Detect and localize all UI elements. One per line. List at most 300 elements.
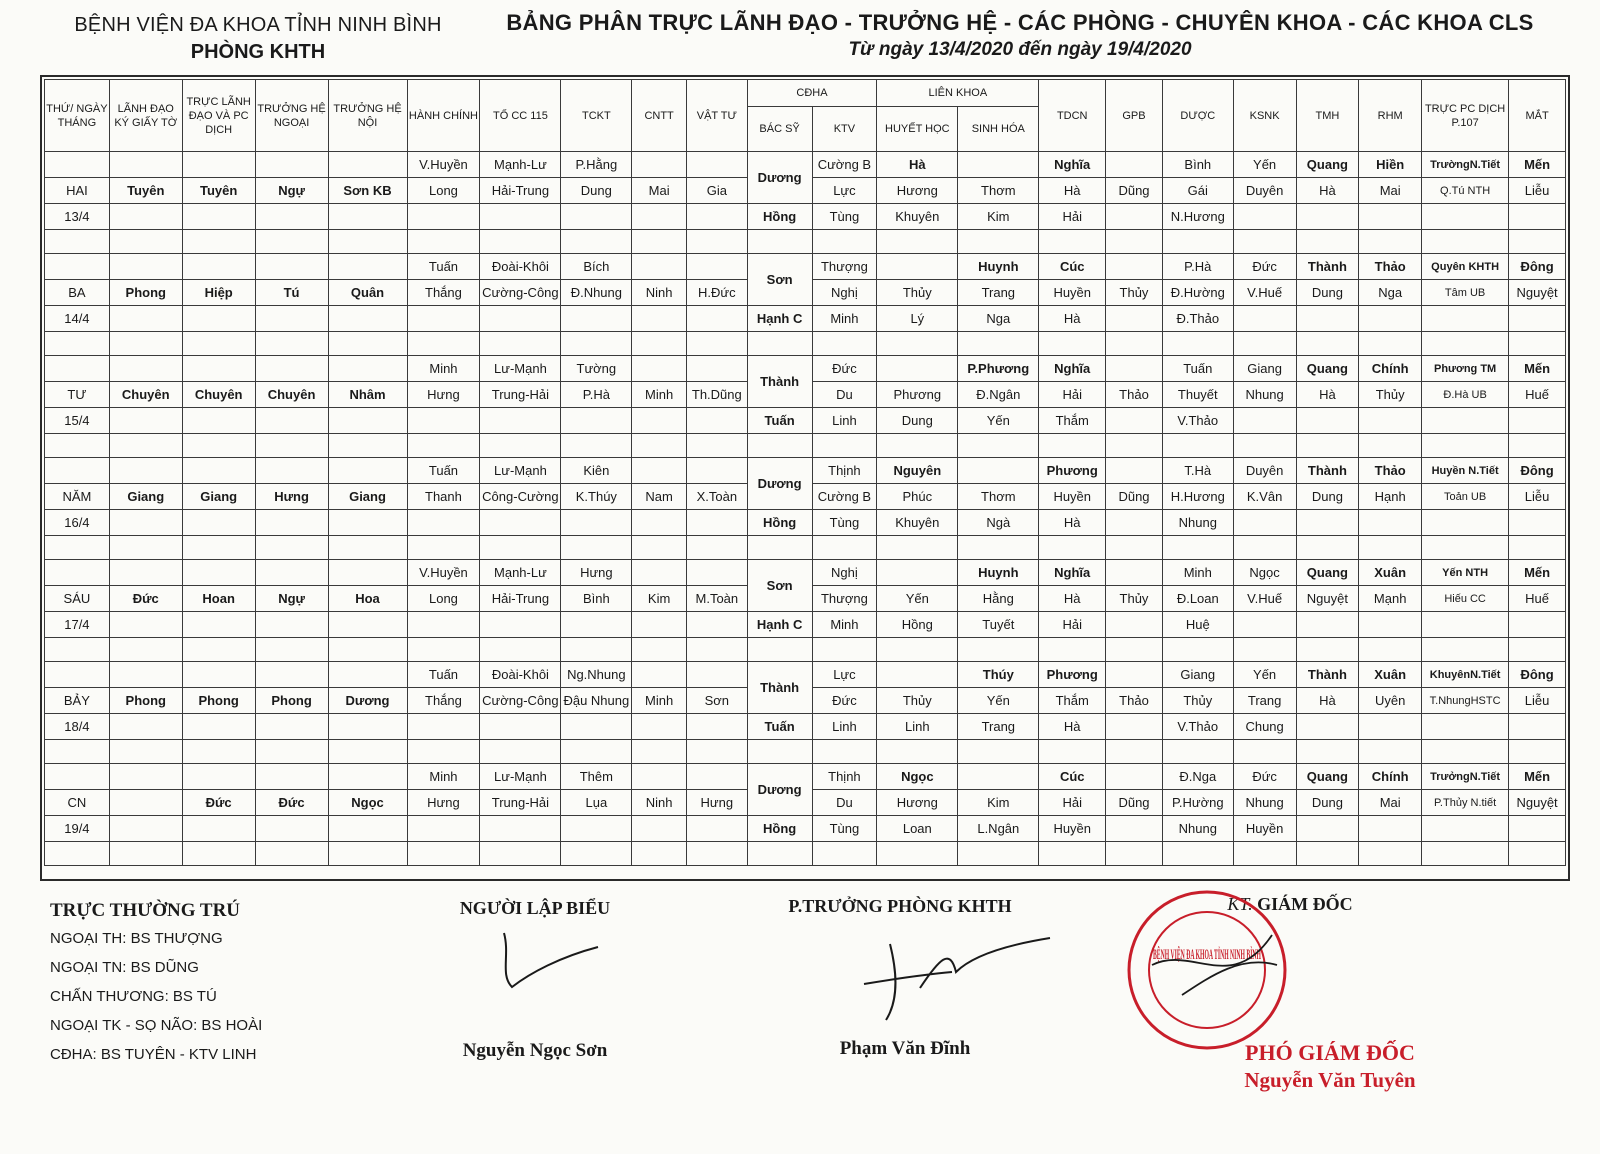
surgery-cell: Hưng [255,484,328,510]
cntt-cell [632,764,687,790]
admin-cell: Tuấn [407,254,480,280]
cntt-cell: Minh [632,688,687,714]
spacer-cell [1039,638,1106,662]
day-date: 17/4 [45,612,110,638]
ksnk-cell [1233,306,1296,332]
gpb-cell [1106,764,1163,790]
blood-cell: Nguyên [877,458,958,484]
supplies-cell: Hưng [686,790,747,816]
pharmacy-cell: Nhung [1162,816,1233,842]
pc-cell: Yến NTH [1422,560,1509,586]
pc-cell: KhuyênN.Tiết [1422,662,1509,688]
spacer-cell [1509,536,1566,560]
tckt-cell [561,306,632,332]
cc115-cell: Đoài-Khôi [480,254,561,280]
spacer-cell [812,740,877,764]
deputy-name: Phạm Văn Đĩnh [839,1038,971,1059]
eye-cell: Liễu [1509,178,1566,204]
spacer-cell [1106,740,1163,764]
spacer-cell [328,740,407,764]
spacer-cell [1359,842,1422,866]
cntt-cell [632,612,687,638]
internal-cell [328,816,407,842]
tckt-cell [561,408,632,434]
department-name: PHÒNG KHTH [190,41,326,63]
bio-cell: Trang [958,280,1039,306]
ksnk-cell [1233,612,1296,638]
spacer-cell [1509,332,1566,356]
sign-cell [109,764,182,790]
day-date: 19/4 [45,816,110,842]
admin-cell [407,408,480,434]
pharmacy-cell: Thủy [1162,688,1233,714]
tmh-cell: Thành [1296,254,1359,280]
spacer-cell [1422,842,1509,866]
surgery-cell [255,408,328,434]
resident-title: TRỰC THƯỜNG TRÚ [50,900,241,921]
preparer-signature [490,925,610,995]
spacer-cell [407,434,480,458]
col-pc: TRỰC PC DỊCH P.107 [1422,80,1509,152]
supplies-cell: Gia [686,178,747,204]
tmh-cell: Thành [1296,662,1359,688]
gpb-cell [1106,204,1163,230]
pc-cell: Q.Tú NTH [1422,178,1509,204]
spacer-cell [109,740,182,764]
supplies-cell [686,254,747,280]
eye-cell [1509,510,1566,536]
tckt-cell: Đậu Nhung [561,688,632,714]
table-row [45,842,1566,866]
cntt-cell [632,510,687,536]
tmh-cell: Nguyệt [1296,586,1359,612]
leader-cell: Chuyên [182,382,255,408]
tmh-cell: Quang [1296,560,1359,586]
spacer-cell [632,638,687,662]
pc-cell [1422,306,1509,332]
tdcn-cell: Hải [1039,790,1106,816]
pc-cell: T.NhungHSTC [1422,688,1509,714]
pc-cell [1422,510,1509,536]
spacer-cell [1039,230,1106,254]
bio-cell [958,764,1039,790]
gpb-cell [1106,254,1163,280]
preparer-block [430,898,640,919]
blood-cell [877,356,958,382]
cntt-cell [632,356,687,382]
deputy-signature [860,928,1060,1028]
day-cell [45,662,110,688]
surgery-cell: Chuyên [255,382,328,408]
spacer-cell [255,740,328,764]
bio-cell: Trang [958,714,1039,740]
gpb-cell: Thảo [1106,382,1163,408]
deputy-role: P.TRƯỞNG PHÒNG KHTH [788,896,1012,916]
spacer-cell [255,332,328,356]
supplies-cell [686,458,747,484]
cc115-cell: Trung-Hải [480,790,561,816]
document-subtitle: Từ ngày 13/4/2020 đến ngày 19/4/2020 [848,39,1192,60]
rhm-cell: Mai [1359,790,1422,816]
sign-cell [109,356,182,382]
eye-cell: Nguyệt [1509,790,1566,816]
bio-cell [958,152,1039,178]
rhm-cell: Chính [1359,356,1422,382]
cc115-cell: Lư-Mạnh [480,356,561,382]
ksnk-cell: Duyên [1233,178,1296,204]
rhm-cell: Mạnh [1359,586,1422,612]
tckt-cell: K.Thúy [561,484,632,510]
day-cell [45,764,110,790]
rhm-cell [1359,816,1422,842]
tdcn-cell: Hải [1039,204,1106,230]
supplies-cell [686,204,747,230]
cc115-cell [480,204,561,230]
preparer-name: Nguyễn Ngọc Sơn [462,1040,608,1061]
eye-cell: Huế [1509,382,1566,408]
table-row [45,740,1566,764]
spacer-cell [1296,842,1359,866]
tdcn-cell: Phương [1039,458,1106,484]
tckt-cell [561,204,632,230]
hospital-header [68,14,448,64]
eye-cell [1509,816,1566,842]
spacer-cell [1296,434,1359,458]
table-row [45,254,1566,280]
spacer-cell [632,536,687,560]
surgery-cell [255,816,328,842]
sign-cell: Chuyên [109,382,182,408]
cc115-cell [480,306,561,332]
spacer-cell [1106,536,1163,560]
leader-cell: Đức [182,790,255,816]
surgery-cell [255,306,328,332]
spacer-cell [480,536,561,560]
spacer-cell [1233,230,1296,254]
bio-cell: Ngà [958,510,1039,536]
internal-cell: Sơn KB [328,178,407,204]
spacer-cell [328,842,407,866]
col-rhm: RHM [1359,80,1422,152]
spacer-cell [877,332,958,356]
spacer-cell [812,230,877,254]
gpb-cell: Dũng [1106,178,1163,204]
preparer-role: NGƯỜI LẬP BIỂU [459,898,611,918]
tmh-cell: Dung [1296,790,1359,816]
cntt-cell [632,816,687,842]
table-row [45,714,1566,740]
spacer-cell [632,740,687,764]
resident-line: NGOẠI TH: BS THƯỢNG [50,930,223,947]
supplies-cell [686,662,747,688]
cc115-cell [480,408,561,434]
spacer-cell [1422,638,1509,662]
spacer-cell [1106,842,1163,866]
spacer-cell [1509,434,1566,458]
gpb-cell [1106,356,1163,382]
spacer-cell [182,332,255,356]
resident-line: CHẤN THƯƠNG: BS TÚ [50,988,217,1005]
tdcn-cell: Hải [1039,612,1106,638]
spacer-cell [1359,536,1422,560]
spacer-cell [1359,332,1422,356]
ksnk-cell: V.Huế [1233,586,1296,612]
pc-cell [1422,714,1509,740]
ksnk-cell: Nhung [1233,382,1296,408]
pc-cell: Tâm UB [1422,280,1509,306]
supplies-cell: H.Đức [686,280,747,306]
sign-cell [109,714,182,740]
spacer-cell [686,434,747,458]
blood-cell [877,662,958,688]
cdha-doctor-cell: Sơn [747,254,812,306]
eye-cell: Mến [1509,356,1566,382]
spacer-cell [480,332,561,356]
table-row [45,662,1566,688]
blood-cell: Hồng [877,612,958,638]
cntt-cell [632,152,687,178]
bio-cell: Thơm [958,178,1039,204]
ksnk-cell [1233,204,1296,230]
sign-cell: Phong [109,688,182,714]
pharmacy-cell: Minh [1162,560,1233,586]
spacer-cell [747,740,812,764]
leader-cell: Hiệp [182,280,255,306]
gpb-cell [1106,662,1163,688]
spacer-cell [45,638,110,662]
col-cc115: TỔ CC 115 [480,80,561,152]
sign-cell: Giang [109,484,182,510]
tckt-cell: Hưng [561,560,632,586]
ktv-cell: Đức [812,688,877,714]
internal-cell: Dương [328,688,407,714]
pharmacy-cell: H.Hương [1162,484,1233,510]
surgery-cell [255,510,328,536]
eye-cell: Mến [1509,152,1566,178]
cc115-cell: Đoài-Khôi [480,662,561,688]
leader-cell [182,510,255,536]
cntt-cell [632,306,687,332]
pc-cell: TrườngN.Tiết [1422,152,1509,178]
tdcn-cell: Hà [1039,178,1106,204]
tckt-cell: Thêm [561,764,632,790]
spacer-cell [632,332,687,356]
leader-cell: Hoan [182,586,255,612]
cntt-cell: Nam [632,484,687,510]
leader-cell: Giang [182,484,255,510]
spacer-cell [877,740,958,764]
spacer-cell [109,332,182,356]
spacer-cell [45,332,110,356]
spacer-cell [561,638,632,662]
sign-cell [109,790,182,816]
admin-cell: Long [407,178,480,204]
spacer-cell [1422,536,1509,560]
spacer-cell [45,740,110,764]
bio-cell: L.Ngân [958,816,1039,842]
supplies-cell [686,356,747,382]
pharmacy-cell: Gái [1162,178,1233,204]
ksnk-cell: Duyên [1233,458,1296,484]
spacer-cell [407,740,480,764]
spacer-cell [1296,638,1359,662]
eye-cell: Mến [1509,560,1566,586]
gpb-cell [1106,612,1163,638]
spacer-cell [812,536,877,560]
spacer-cell [877,842,958,866]
ktv-cell: Cường B [812,152,877,178]
spacer-cell [812,332,877,356]
spacer-cell [958,434,1039,458]
blood-cell: Yến [877,586,958,612]
spacer-cell [480,230,561,254]
internal-cell [328,764,407,790]
spacer-cell [1106,332,1163,356]
internal-cell: Quân [328,280,407,306]
tdcn-cell: Hà [1039,306,1106,332]
supplies-cell [686,152,747,178]
sign-cell [109,306,182,332]
day-cell [45,254,110,280]
spacer-cell [1162,638,1233,662]
table-row [45,332,1566,356]
table-row [45,612,1566,638]
ksnk-cell: Chung [1233,714,1296,740]
gpb-cell: Thủy [1106,280,1163,306]
table-row [45,638,1566,662]
cntt-cell [632,204,687,230]
leader-cell [182,612,255,638]
col-lab-bio: SINH HÓA [958,107,1039,152]
spacer-cell [686,332,747,356]
supplies-cell [686,510,747,536]
blood-cell: Phương [877,382,958,408]
spacer-cell [480,842,561,866]
ktv-cell: Tùng [812,204,877,230]
spacer-cell [1233,536,1296,560]
spacer-cell [45,536,110,560]
spacer-cell [1039,536,1106,560]
cc115-cell: Lư-Mạnh [480,458,561,484]
gpb-cell [1106,560,1163,586]
ktv-cell: Lực [812,662,877,688]
leader-cell [182,816,255,842]
pc-cell: Phương TM [1422,356,1509,382]
ksnk-cell: Trang [1233,688,1296,714]
spacer-cell [182,740,255,764]
tckt-cell: Kiên [561,458,632,484]
surgery-cell [255,612,328,638]
spacer-cell [182,434,255,458]
spacer-cell [1233,434,1296,458]
col-day: THỨ/ NGÀY THÁNG [45,80,110,152]
spacer-cell [45,842,110,866]
rhm-cell [1359,408,1422,434]
spacer-cell [686,740,747,764]
tmh-cell: Hà [1296,178,1359,204]
admin-cell: V.Huyền [407,152,480,178]
supplies-cell [686,560,747,586]
day-name: HAI [45,178,110,204]
admin-cell: Minh [407,764,480,790]
ksnk-cell: Ngọc [1233,560,1296,586]
col-admin: HÀNH CHÍNH [407,80,480,152]
bio-cell: Tuyết [958,612,1039,638]
tmh-cell [1296,612,1359,638]
pc-cell: Đ.Hà UB [1422,382,1509,408]
spacer-cell [812,842,877,866]
ksnk-cell: Đức [1233,254,1296,280]
cntt-cell: Kim [632,586,687,612]
spacer-cell [1296,740,1359,764]
spacer-cell [182,842,255,866]
ktv-cell: Thịnh [812,458,877,484]
spacer-cell [1422,434,1509,458]
tckt-cell: P.Hằng [561,152,632,178]
cc115-cell [480,510,561,536]
pharmacy-cell: Thuyết [1162,382,1233,408]
tmh-cell [1296,306,1359,332]
surgery-cell: Ngự [255,178,328,204]
admin-cell: Minh [407,356,480,382]
supplies-cell: X.Toàn [686,484,747,510]
tmh-cell [1296,408,1359,434]
cdha-doctor-cell: Hồng [747,204,812,230]
admin-cell [407,612,480,638]
internal-cell [328,356,407,382]
day-name: SÁU [45,586,110,612]
spacer-cell [1509,230,1566,254]
spacer-cell [812,434,877,458]
leader-cell [182,306,255,332]
tckt-cell [561,510,632,536]
tdcn-cell: Hải [1039,382,1106,408]
col-tmh: TMH [1296,80,1359,152]
pc-cell [1422,204,1509,230]
pc-cell: Quyên KHTH [1422,254,1509,280]
bio-cell: Huynh [958,560,1039,586]
table-row [45,152,1566,178]
tckt-cell: Ng.Nhung [561,662,632,688]
tdcn-cell: Nghĩa [1039,356,1106,382]
surgery-cell: Phong [255,688,328,714]
table-row [45,560,1566,586]
spacer-cell [255,638,328,662]
spacer-cell [407,638,480,662]
ktv-cell: Du [812,790,877,816]
spacer-cell [255,230,328,254]
admin-cell [407,714,480,740]
col-eye: MẮT [1509,80,1566,152]
internal-cell: Hoa [328,586,407,612]
blood-cell: Hương [877,790,958,816]
blood-cell: Khuyên [877,510,958,536]
ksnk-cell: Nhung [1233,790,1296,816]
col-leader: TRỰC LÃNH ĐẠO VÀ PC DỊCH [182,80,255,152]
col-tckt: TCKT [561,80,632,152]
spacer-cell [1162,842,1233,866]
spacer-cell [407,842,480,866]
spacer-cell [561,740,632,764]
spacer-cell [958,740,1039,764]
gpb-cell [1106,714,1163,740]
cc115-cell [480,714,561,740]
spacer-cell [1162,740,1233,764]
admin-cell: Thanh [407,484,480,510]
tdcn-cell: Hà [1039,510,1106,536]
gpb-cell: Dũng [1106,790,1163,816]
col-cdha-ktv: KTV [812,107,877,152]
